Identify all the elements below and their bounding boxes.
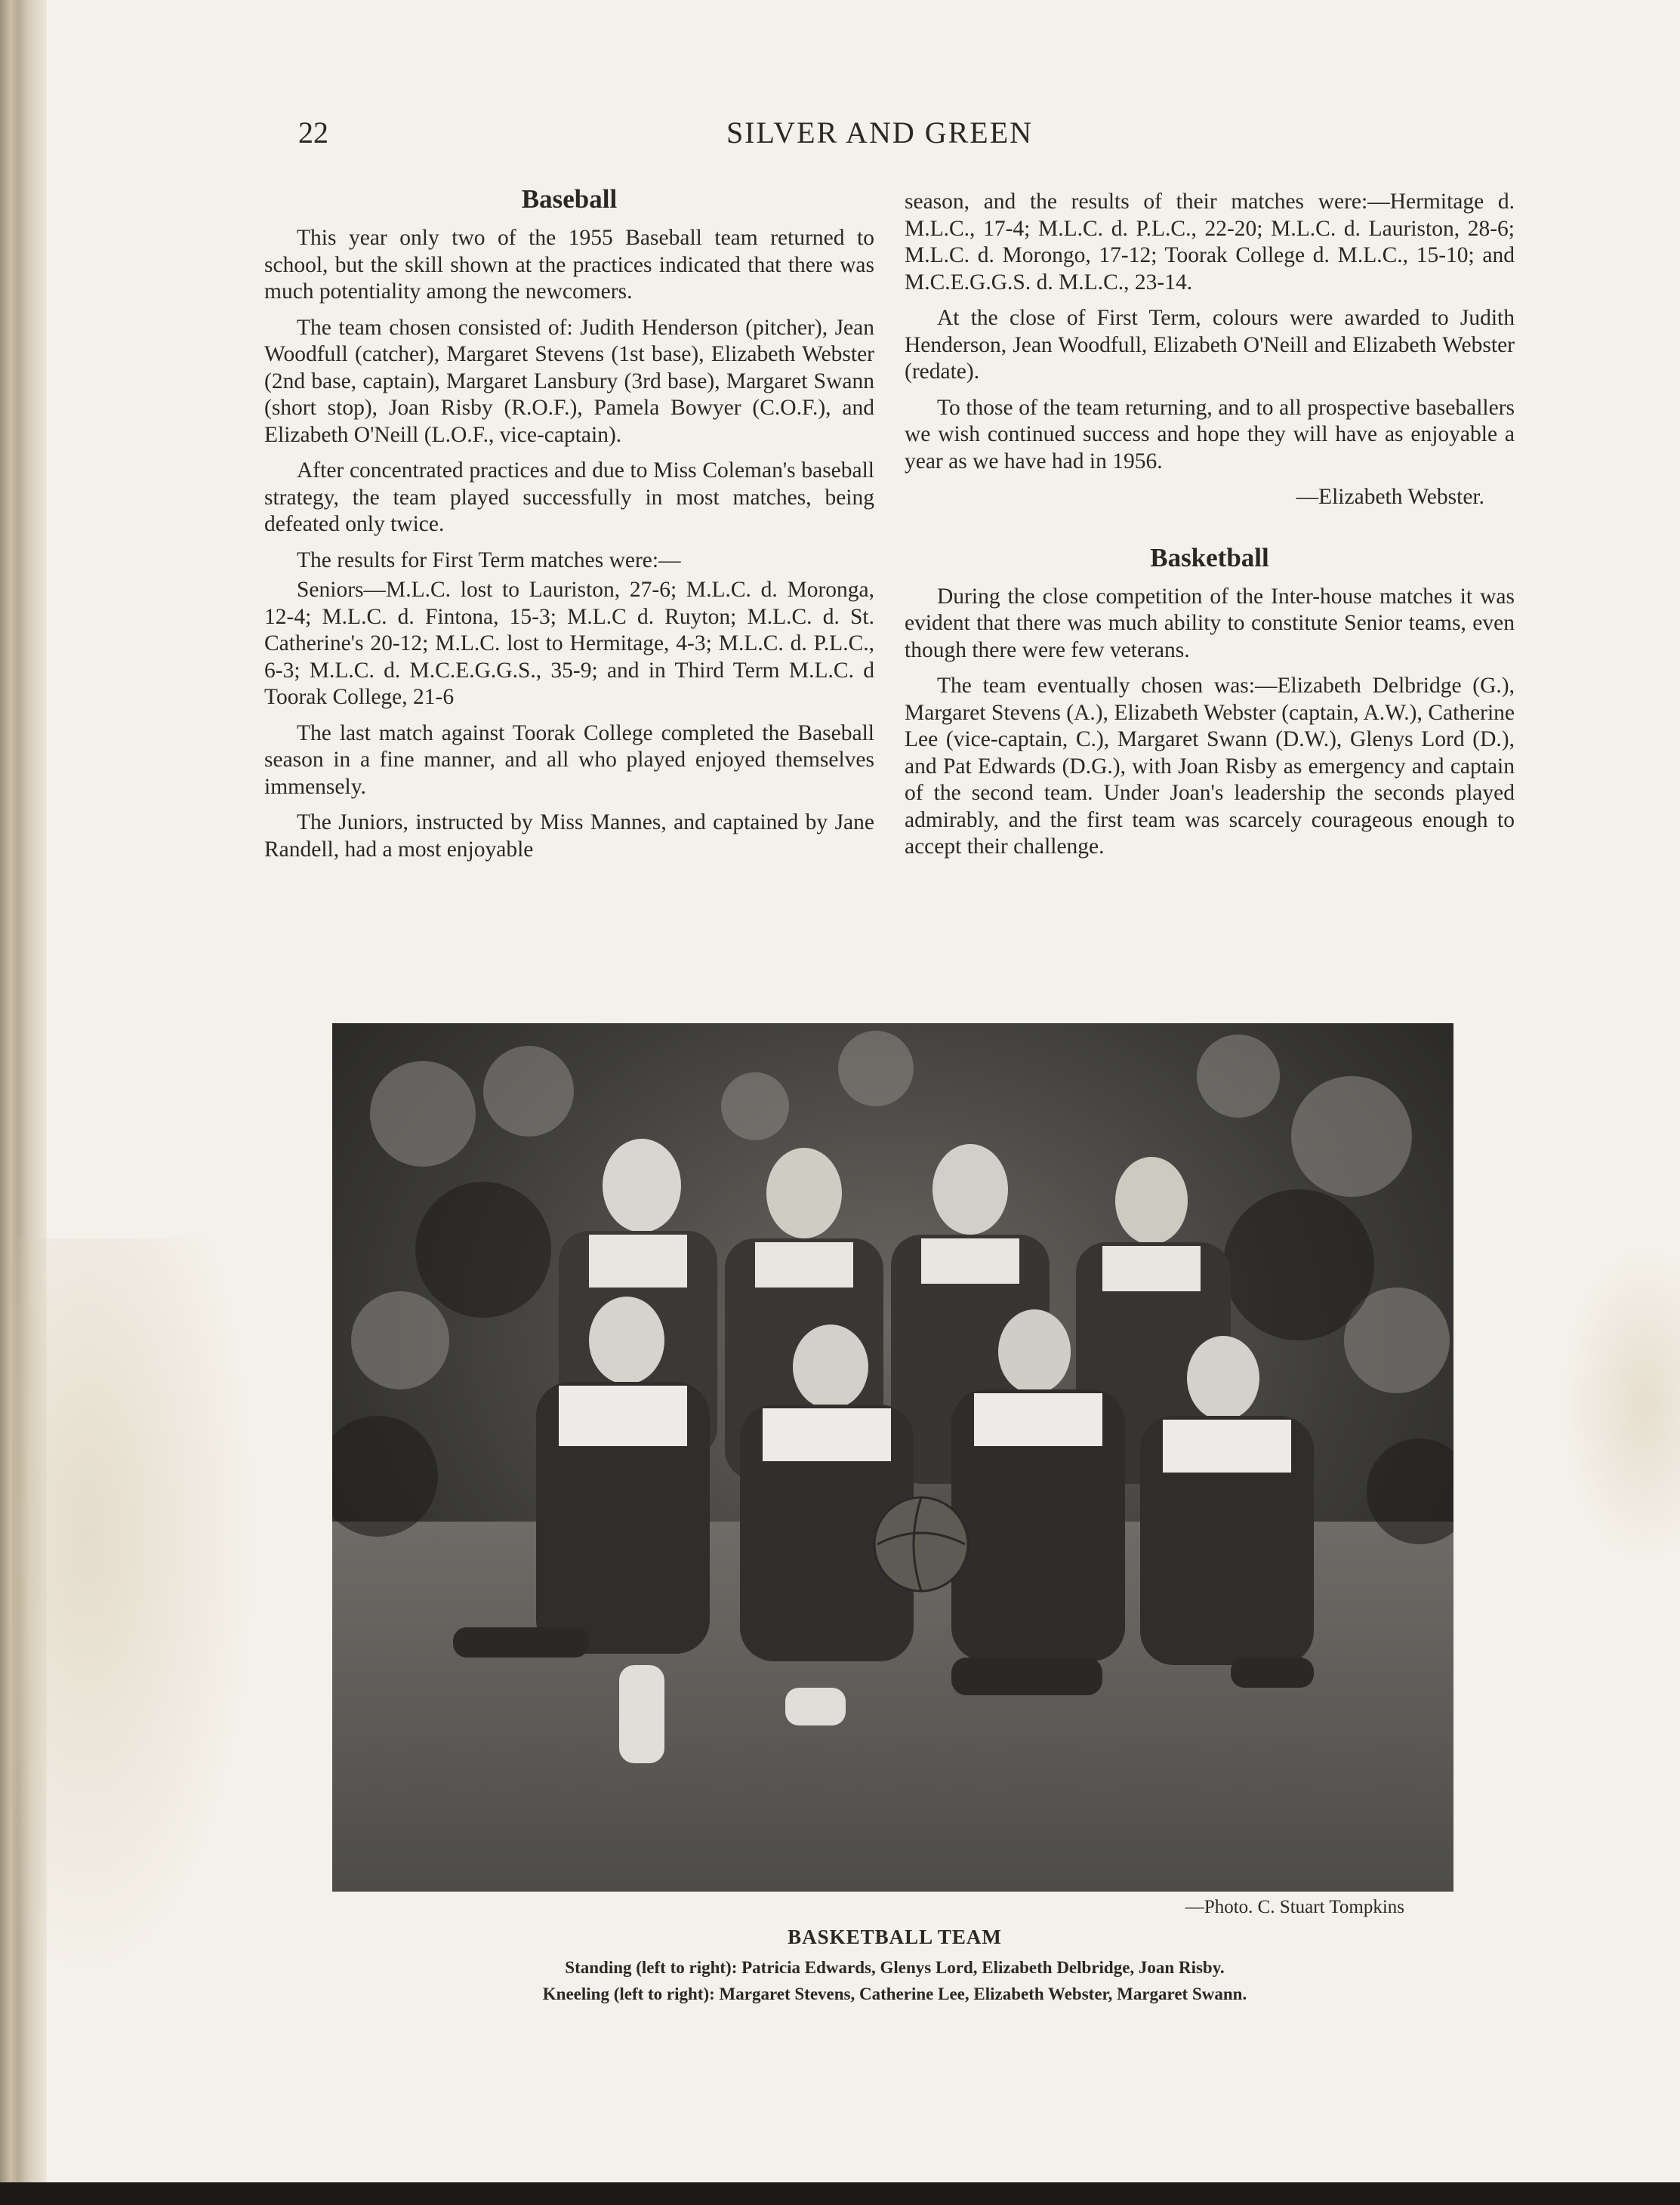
team-photo bbox=[332, 1023, 1453, 1892]
baseball-paragraph: At the close of First Term, colours were awarded to Judith Henderson, Jean Woodfull, Elizabeth O'Neill and Elizabeth Webster (redate). bbox=[905, 306, 1515, 384]
basketball-ball bbox=[874, 1497, 968, 1591]
right-column bbox=[905, 189, 1515, 870]
basketball-paragraph: During the close competition of the Inter-house matches it was evident that there was much ability to constitute Senior teams, even though there were few veterans. bbox=[905, 584, 1515, 662]
caption-standing: Standing (left to right): Patricia Edwards, Glenys Lord, Elizabeth Delbridge, Joan Risby. bbox=[565, 1958, 1225, 1977]
photo-credit: —Photo. C. Stuart Tompkins bbox=[1185, 1897, 1404, 1917]
baseball-paragraph: To those of the team returning, and to all prospective baseballers we wish continued success and hope they will have as enjoyable a year as we have had in 1956. bbox=[905, 395, 1515, 473]
baseball-paragraph: The Juniors, instructed by Miss Mannes, and captained by Jane Randell, had a most enjoyable bbox=[264, 810, 874, 862]
basketball-heading: Basketball bbox=[1150, 542, 1269, 572]
page-number: 22 bbox=[298, 116, 328, 150]
baseball-heading: Baseball bbox=[521, 184, 618, 214]
baseball-paragraph: This year only two of the 1955 Baseball team returned to school, but the skill shown at the practices indicated that there was much potentiality among the newcomers. bbox=[264, 226, 874, 304]
baseball-paragraph: The last match against Toorak College completed the Baseball season in a fine manner, and all who played enjoyed themselves immensely. bbox=[264, 720, 874, 799]
running-title: SILVER AND GREEN bbox=[726, 116, 1034, 150]
photo-caption bbox=[317, 1926, 1472, 2011]
caption-title: BASKETBALL TEAM bbox=[788, 1926, 1002, 1948]
baseball-paragraph: The team chosen consisted of: Judith Henderson (pitcher), Jean Woodfull (catcher), Margaret Stevens (1st base), Elizabeth Webster (2nd base, captain), Margaret Lansbury (3rd base), Margaret Swann (short stop), Joan Risby (R.O.F.), Pamela Bowyer (C.O.F.), and Elizabeth O'Neill (L.O.F., vice-captain). bbox=[264, 315, 874, 447]
baseball-continuation: season, and the results of their matches were:—Hermitage d. M.L.C., 17-4; M.L.C. d. P.L.C., 22-20; M.L.C. d. Lauriston, 28-6; M.L.C. d. Morongo, 17-12; Toorak College d. M.L.C., 15-10; and M.C.E.G.G.S. d. M.L.C., 23-14. bbox=[905, 190, 1515, 295]
baseball-paragraph: Seniors—M.L.C. lost to Lauriston, 27-6; M.L.C. d. Moronga, 12-4; M.L.C. d. Fintona, 15-3; M.L.C d. Ruyton; M.L.C. d. St. Catherine's 20-12; M.L.C. lost to Hermitage, 4-3; M.L.C. d. P.L.C., 6-3; M.L.C. d. M.C.E.G.G.S., 35-9; and in Third Term M.L.C. d Toorak College, 21-6 bbox=[264, 578, 874, 709]
paper-stain bbox=[1563, 1246, 1680, 1563]
baseball-paragraph: After concentrated practices and due to Miss Coleman's baseball strategy, the team played successfully in most matches, being defeated only twice. bbox=[264, 458, 874, 536]
baseball-paragraph: The results for First Term matches were:— bbox=[297, 547, 681, 572]
paper-stain bbox=[15, 1238, 257, 1978]
baseball-signature: —Elizabeth Webster. bbox=[1296, 485, 1484, 509]
basketball-paragraph: The team eventually chosen was:—Elizabeth Delbridge (G.), Margaret Stevens (A.), Elizabeth Webster (captain, A.W.), Catherine Lee (vice-captain, C.), Margaret Swann (D.W.), Glenys Lord (D.), and Pat Edwards (D.G.), with Joan Risby as emergency and captain of the second team. Under Joan's leadership the seconds played admirably, and the first team was scarcely courageous enough to accept their challenge. bbox=[905, 674, 1515, 859]
page-header bbox=[298, 115, 1506, 153]
left-column bbox=[264, 183, 874, 872]
caption-kneeling: Kneeling (left to right): Margaret Stevens, Catherine Lee, Elizabeth Webster, Margaret Swann. bbox=[542, 1984, 1247, 2003]
